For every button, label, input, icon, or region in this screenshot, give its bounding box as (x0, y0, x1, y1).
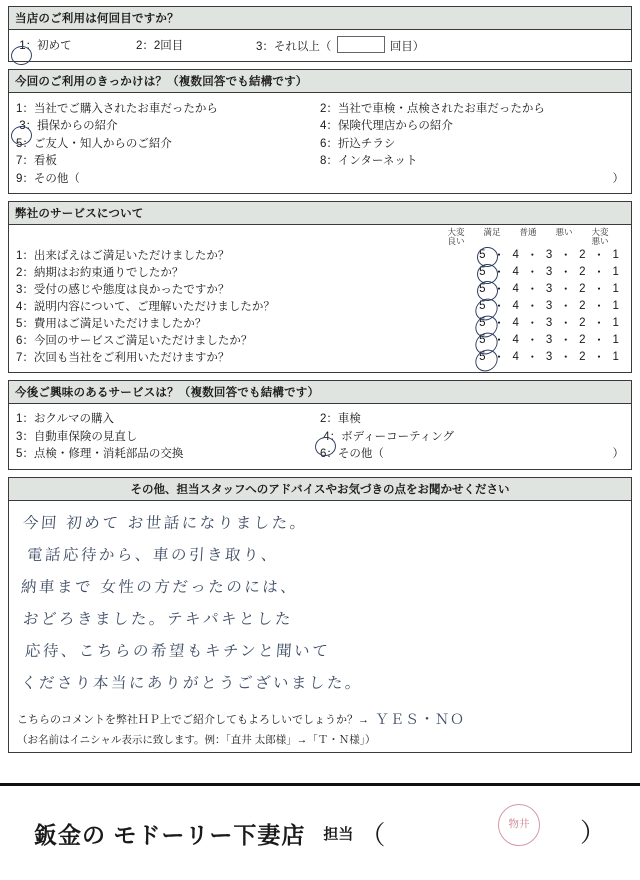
staff-paren-close: ） (579, 817, 606, 848)
q4-option-6[interactable]: 6：その他（ ） (320, 448, 624, 461)
rating-3[interactable]: 3 (545, 333, 553, 346)
free-comment-block (8, 477, 632, 753)
rating-row: 1：出来ばえはご満足いただけましたか？ 5 ・ 4 ・ 3 ・ 2 ・ 1 (16, 247, 624, 263)
rating-5[interactable]: 5 (474, 300, 491, 312)
rating-scale[interactable]: 5 ・ 4 ・ 3 ・ 2 ・ 1 (474, 315, 624, 331)
rating-4[interactable]: 4 (512, 316, 519, 329)
q2-option-9[interactable]: 9：その他（ ） (16, 170, 624, 186)
rating-5[interactable]: 5 (474, 351, 491, 363)
rating-scale[interactable]: 5 ・ 4 ・ 3 ・ 2 ・ 1 (474, 349, 624, 365)
rating-2[interactable]: 2 (579, 350, 586, 363)
scale-label-2: 悪い (555, 227, 573, 237)
option-1-label: 1：初めて (19, 40, 72, 52)
handwritten-comment (9, 501, 631, 707)
scale-label-5: 大変 良い (447, 227, 465, 246)
rating-1[interactable]: 1 (612, 265, 619, 278)
scale-label-4: 満足 (483, 227, 501, 237)
q2-option-5[interactable]: 5：ご友人・知人からのご紹介 (16, 137, 172, 150)
rating-2[interactable]: 2 (579, 282, 586, 295)
rating-scale[interactable]: 5 ・ 4 ・ 3 ・ 2 ・ 1 (474, 332, 624, 348)
comment-line: 電話応待から、車の引き取り、 (26, 545, 280, 564)
q2-option-8[interactable]: 8：インターネット (320, 155, 418, 167)
question-3-heading: 弊社のサービスについて (9, 202, 631, 225)
staff-paren-open: （ (359, 819, 386, 850)
rating-5[interactable]: 5 (474, 249, 491, 261)
rating-3[interactable]: 3 (545, 350, 553, 363)
rating-row: 6：今回のサービスご満足いただけましたか？ 5 ・ 4 ・ 3 ・ 2 ・ 1 (16, 332, 624, 348)
q4-option-3[interactable]: 3：自動車保険の見直し (16, 430, 138, 443)
shop-name: 鈑金の モドーリー下妻店 (34, 821, 306, 848)
comment-line: 納車まで 女性の方だったのには、 (20, 577, 299, 596)
rating-3[interactable]: 3 (545, 282, 553, 295)
rating-row: 5：費用はご満足いただけましたか？ 5 ・ 4 ・ 3 ・ 2 ・ 1 (16, 315, 624, 331)
comment-line: くださり本当にありがとうございました。 (20, 673, 364, 692)
rating-2[interactable]: 2 (579, 316, 586, 329)
q2-option-9-close: ） (612, 172, 624, 185)
rating-4[interactable]: 4 (512, 350, 519, 363)
comment-line: おどろきました。テキパキとした (22, 609, 294, 628)
q2-option-6[interactable]: 6：折込チラシ (320, 137, 396, 150)
question-4-block (8, 380, 632, 470)
rating-3[interactable]: 3 (545, 265, 553, 278)
rating-4[interactable]: 4 (512, 248, 519, 261)
rating-4[interactable]: 4 (512, 333, 519, 346)
question-4-heading: 今後ご興味のあるサービスは？（複数回答でも結構です） (9, 381, 631, 404)
option-second-visit[interactable]: 2：2回目 (136, 40, 184, 52)
rating-scale[interactable]: 5 ・ 4 ・ 3 ・ 2 ・ 1 (474, 264, 624, 280)
hp-permission-block (9, 707, 631, 752)
scale-legend (16, 228, 624, 246)
q2-option-7[interactable]: 7：看板 (16, 155, 57, 167)
question-1-block (8, 6, 632, 62)
rating-5[interactable]: 5 (474, 334, 491, 346)
question-1-options (16, 36, 624, 54)
staff-stamp: 物井 (498, 804, 540, 846)
rating-2[interactable]: 2 (579, 265, 586, 278)
question-3-block (8, 201, 632, 373)
q2-option-3[interactable]: 3：損保からの紹介 (19, 120, 118, 132)
free-comment-heading: その他、担当スタッフへのアドバイスやお気づきの点をお聞かせください (9, 478, 631, 501)
comment-line: 今回 初めて お世話になりました。 (22, 513, 309, 532)
footer-bar (0, 783, 640, 880)
option-more-visits[interactable]: 3：それ以上（ 回目） (256, 36, 624, 54)
rating-row: 3：受付の感じや態度は良かったですか？ 5 ・ 4 ・ 3 ・ 2 ・ 1 (16, 281, 624, 297)
question-2-heading: 今回のご利用のきっかけは？（複数回答でも結構です） (9, 70, 631, 93)
rating-3[interactable]: 3 (545, 299, 553, 312)
visit-count-input[interactable] (337, 36, 385, 53)
rating-1[interactable]: 1 (612, 282, 619, 295)
comment-line: 応待、こちらの希望もキチンと聞いて (24, 641, 331, 660)
rating-2[interactable]: 2 (579, 248, 586, 261)
rating-1[interactable]: 1 (612, 299, 619, 312)
rating-2[interactable]: 2 (579, 333, 586, 346)
rating-row: 2：納期はお約束通りでしたか？ 5 ・ 4 ・ 3 ・ 2 ・ 1 (16, 264, 624, 280)
scale-label-3: 普通 (519, 227, 537, 237)
rating-5[interactable]: 5 (474, 283, 491, 295)
hp-permission-note: （お名前はイニシャル表示に致します。例：「直井 太郎様」→「Ｔ・Ｎ様」） (17, 733, 376, 746)
rating-4[interactable]: 4 (512, 299, 519, 312)
hp-permission-question: こちらのコメントを弊社ＨＰ上でご紹介してもよろしいでしょうか？→ (17, 713, 369, 726)
q2-option-1[interactable]: 1：当社でご購入されたお車だったから (16, 102, 218, 115)
question-1-heading: 当店のご利用は何回目ですか？ (9, 7, 631, 30)
q2-option-4[interactable]: 4：保険代理店からの紹介 (320, 120, 453, 132)
question-2-block (8, 69, 632, 194)
rating-3[interactable]: 3 (545, 316, 553, 329)
scale-label-1: 大変 悪い (591, 227, 609, 246)
rating-row: 7：次回も当社をご利用いただけますか？ 5 ・ 4 ・ 3 ・ 2 ・ 1 (16, 349, 624, 365)
staff-label: 担当 (323, 825, 354, 843)
rating-scale[interactable]: 5 ・ 4 ・ 3 ・ 2 ・ 1 (474, 281, 624, 297)
q4-option-2[interactable]: 2：車検 (320, 413, 361, 426)
rating-1[interactable]: 1 (612, 350, 619, 363)
rating-scale[interactable]: 5 ・ 4 ・ 3 ・ 2 ・ 1 (474, 298, 624, 314)
rating-row: 4：説明内容について、ご理解いただけましたか？ 5 ・ 4 ・ 3 ・ 2 ・ 1 (16, 298, 624, 314)
q2-option-2[interactable]: 2：当社で車検・点検されたお車だったから (320, 102, 545, 115)
rating-1[interactable]: 1 (612, 333, 619, 346)
q4-option-4[interactable]: 4：ボディーコーティング (323, 430, 455, 443)
rating-scale[interactable]: 5 ・ 4 ・ 3 ・ 2 ・ 1 (474, 247, 624, 263)
hp-permission-answer[interactable]: ＹＥＳ・ＮＯ (375, 711, 465, 728)
rating-1[interactable]: 1 (612, 316, 619, 329)
q4-option-5[interactable]: 5：点検・修理・消耗部品の交換 (16, 448, 184, 461)
rating-4[interactable]: 4 (512, 282, 519, 295)
option-first-visit[interactable] (16, 37, 136, 53)
rating-3[interactable]: 3 (545, 248, 553, 261)
rating-2[interactable]: 2 (579, 299, 586, 312)
rating-1[interactable]: 1 (612, 248, 619, 261)
rating-5[interactable]: 5 (474, 266, 491, 278)
q4-option-1[interactable]: 1：おクルマの購入 (16, 413, 115, 426)
rating-4[interactable]: 4 (512, 265, 519, 278)
rating-5[interactable]: 5 (474, 317, 491, 329)
